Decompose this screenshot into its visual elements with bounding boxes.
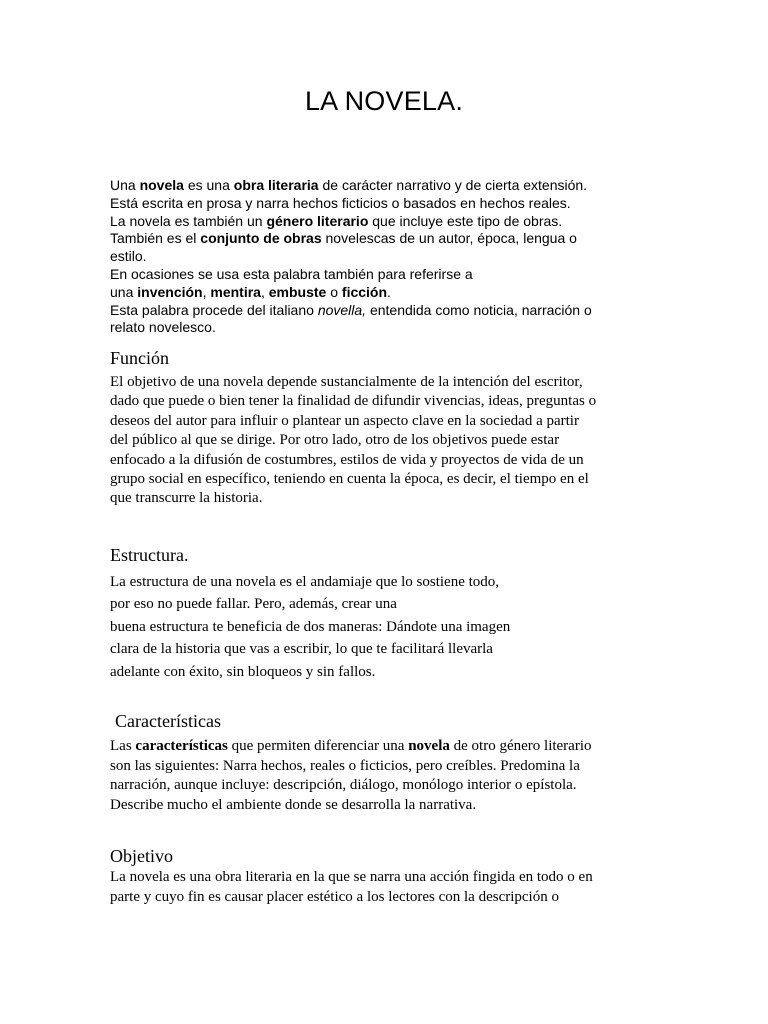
body-line: grupo social en específico, teniendo en cuenta la época, es decir, el tiempo en el xyxy=(110,471,589,488)
body-line: por eso no puede fallar. Pero, además, crear una xyxy=(110,596,397,613)
bold-term: género literario xyxy=(266,212,369,229)
body-line: adelante con éxito, sin bloqueos y sin fallos. xyxy=(110,663,376,680)
bold-term: conjunto de obras xyxy=(200,230,322,247)
bold-term: embuste xyxy=(268,283,327,300)
intro-line: relato novelesco. xyxy=(110,319,216,336)
section-body-estructura xyxy=(110,571,510,683)
intro-line: Está escrita en prosa y narra hechos ficticios o basados en hechos reales. xyxy=(110,194,571,211)
body-line: Las características que permiten diferenciar una novela de otro género literario xyxy=(110,738,592,754)
bold-term: novela xyxy=(139,177,184,193)
section-title-funcion: Función xyxy=(110,348,170,368)
section-title-caracteristicas: Características xyxy=(115,711,221,731)
italic-term: novella, xyxy=(317,301,367,318)
body-line: dado que puede o bien tener la finalidad de difundir vivencias, ideas, preguntas o xyxy=(110,393,597,410)
body-line: que transcurre la historia. xyxy=(110,490,263,507)
section-body-objetivo xyxy=(110,868,593,907)
section-body-caracteristicas xyxy=(110,737,592,815)
intro-paragraph xyxy=(110,177,670,337)
bold-term: ficción xyxy=(341,283,388,300)
section-title-objetivo: Objetivo xyxy=(110,846,173,866)
section-body-funcion xyxy=(110,373,596,509)
body-line: del público al que se dirige. Por otro lado, otro de los objetivos puede estar xyxy=(110,432,560,449)
body-line: enfocado a la difusión de costumbres, estilos de vida y proyectos de vida de un xyxy=(110,451,584,468)
body-line: Describe mucho el ambiente donde se desarrolla la narrativa. xyxy=(110,796,477,813)
intro-line: estilo. xyxy=(110,248,147,265)
body-line: son las siguientes: Narra hechos, reales o ficticios, pero creíbles. Predomina la xyxy=(110,757,580,774)
intro-line: La novela es también un género literario que incluye este tipo de obras. xyxy=(110,212,563,229)
body-line: narración, aunque incluye: descripción, diálogo, monólogo interior o epístola. xyxy=(110,777,577,794)
body-line: clara de la historia que vas a escribir, lo que te facilitará llevarla xyxy=(110,641,493,658)
section-title-estructura: Estructura. xyxy=(110,545,189,565)
bold-term: novela xyxy=(408,738,450,754)
intro-line: Una novela es una obra literaria de carácter narrativo y de cierta extensión. xyxy=(110,177,588,193)
body-line: La novela es una obra literaria en la que se narra una acción fingida en todo o en xyxy=(110,869,593,885)
bold-term: invención xyxy=(137,283,203,300)
body-line: buena estructura te beneficia de dos maneras: Dándote una imagen xyxy=(110,618,511,635)
intro-line: También es el conjunto de obras novelescas de un autor, época, lengua o xyxy=(110,230,577,247)
intro-line: En ocasiones se usa esta palabra también para referirse a xyxy=(110,265,473,282)
bold-term: mentira xyxy=(210,283,261,300)
bold-term: características xyxy=(135,738,228,754)
body-line: parte y cuyo fin es causar placer estético a los lectores con la descripción o xyxy=(110,888,559,905)
body-line: La estructura de una novela es el andamiaje que lo sostiene todo, xyxy=(110,574,500,590)
intro-line: Esta palabra procede del italiano novella, entendida como noticia, narración o xyxy=(110,301,592,318)
bold-term: obra literaria xyxy=(233,177,319,193)
intro-line: una invención, mentira, embuste o ficción. xyxy=(110,283,391,300)
body-line: deseos del autor para influir o plantear un aspecto clave en la sociedad a partir xyxy=(110,412,579,429)
page-title: LA NOVELA. xyxy=(304,86,464,116)
body-line: El objetivo de una novela depende sustancialmente de la intención del escritor, xyxy=(110,374,583,390)
